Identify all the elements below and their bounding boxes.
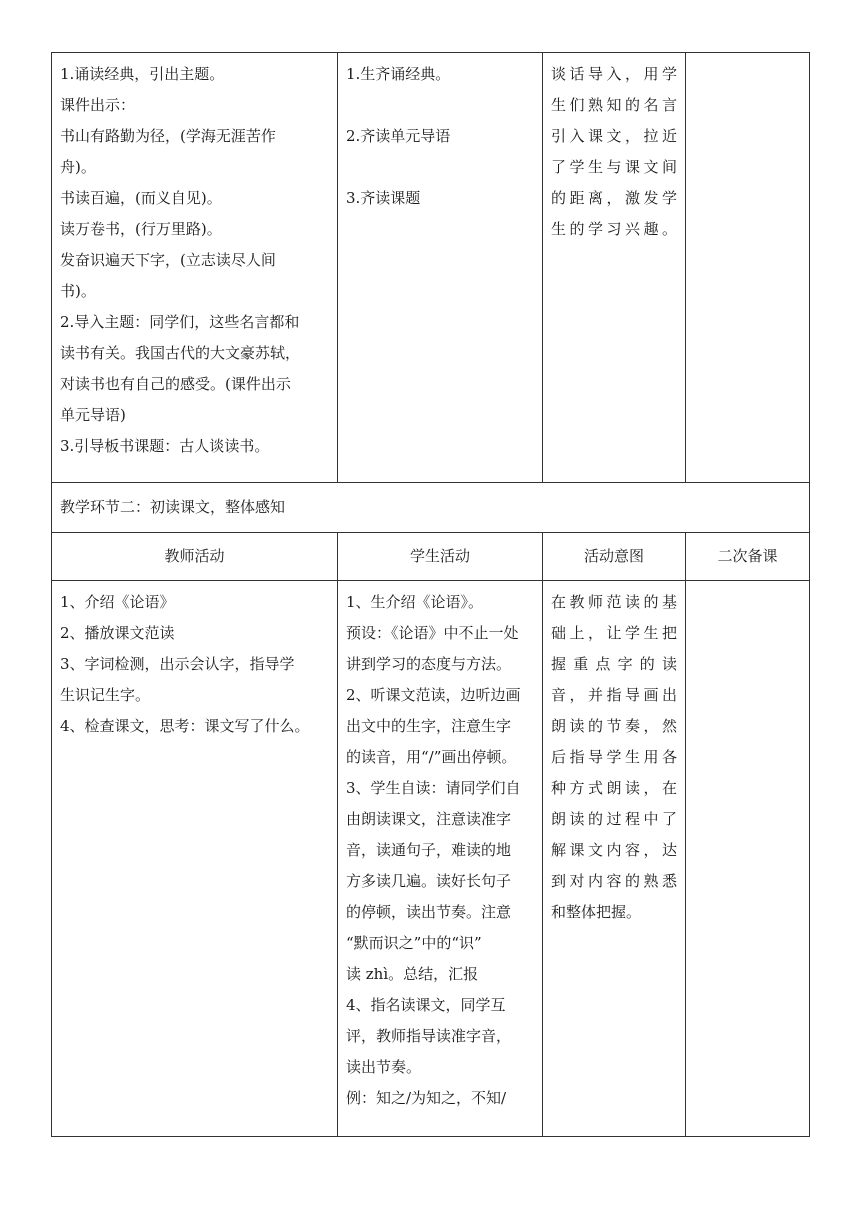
text-line: 和整体把握。 [551,903,642,921]
text-line: 4、检查课文，思考：课文写了什么。 [60,717,310,735]
text-line: 种方式朗读，在 [551,779,677,797]
text-line: 2、听课文范读，边听边画 [346,686,521,704]
text-line: 发奋识遍天下字，(立志读尽人间 [60,251,276,269]
text-line: 方多读几遍。读好长句子 [346,872,512,890]
text-line: 到对内容的熟悉 [551,872,677,890]
text-line: 2、播放课文范读 [60,624,175,642]
text-line: 舟)。 [60,158,96,176]
text-line: 3.引导板书课题：古人谈读书。 [60,437,270,455]
text-line: 出文中的生字，注意生字 [346,717,512,735]
cell-intent-2 [543,581,686,1137]
text-line: 握重点字的读 [551,655,677,673]
text-line: 朗读的节奏，然 [551,717,677,735]
text-line: 对读书也有自己的感受。(课件出示 [60,375,291,393]
text-line: 生的学习兴趣。 [551,220,677,238]
text-line: 1.生齐诵经典。 [346,65,451,83]
text-line: 3.齐读课题 [346,189,421,207]
lesson-plan-page [51,52,809,1137]
header-activity-intent: 活动意图 [543,533,686,581]
text-line: 了学生与课文间 [551,158,677,176]
text-line: 1、介绍《论语》 [60,593,175,611]
text-line: 读 zhì。总结，汇报 [346,965,479,983]
text-line: 生识记生字。 [60,686,151,704]
text-line: 础上，让学生把 [551,624,677,642]
text-line: 的读音，用“/”画出停顿。 [346,748,517,766]
row-section2 [52,581,810,1137]
text-line: 课件出示： [60,96,136,114]
cell-teacher-activity-2 [52,581,338,1137]
text-line: 1.诵读经典，引出主题。 [60,65,225,83]
text-line: “默而识之”中的“识” [346,934,482,952]
row-section2-title [52,483,810,533]
cell-second-prep-2 [686,581,810,1137]
text-line: 3、学生自读：请同学们自 [346,779,521,797]
cell-second-prep-1 [686,53,810,483]
text-line: 读出节奏。 [346,1058,422,1076]
lesson-plan-table [51,52,810,1137]
text-line: 的距离，激发学 [551,189,677,207]
text-line: 2.齐读单元导语 [346,127,451,145]
text-line: 1、生介绍《论语》。 [346,593,484,611]
text-line: 评，教师指导读准字音， [346,1027,512,1045]
text-line: 由朗读课文，注意读准字 [346,810,512,828]
text-line: 单元导语) [60,406,126,424]
text-line: 引入课文，拉近 [551,127,677,145]
text-line: 书)。 [60,282,96,300]
text-line: 2.导入主题：同学们，这些名言都和 [60,313,300,331]
text-line: 朗读的过程中了 [551,810,677,828]
text-line: 例：知之/为知之，不知/ [346,1089,507,1107]
text-line: 在教师范读的基 [551,593,677,611]
text-line: 音，并指导画出 [551,686,677,704]
text-line: 的停顿，读出节奏。注意 [346,903,512,921]
text-line: 生们熟知的名言 [551,96,677,114]
text-line: 预设：《论语》中不止一处 [346,624,519,642]
text-line: 书读百遍，(而义自见)。 [60,189,222,207]
text-line: 解课文内容，达 [551,841,677,859]
text-line: 读万卷书，(行万里路)。 [60,220,222,238]
text-line: 谈话导入，用学 [551,65,677,83]
text-line: 读书有关。我国古代的大文豪苏轼， [60,344,301,362]
section-title: 教学环节二：初读课文，整体感知 [52,483,810,533]
row-headers [52,533,810,581]
text-line: 后指导学生用各 [551,748,677,766]
text-line: 音，读通句子，难读的地 [346,841,512,859]
text-line: 3、字词检测，出示会认字，指导学 [60,655,295,673]
header-teacher-activity: 教师活动 [52,533,338,581]
cell-teacher-activity-1 [52,53,338,483]
text-line: 书山有路勤为径，(学海无涯苦作 [60,127,276,145]
text-line: 4、指名读课文，同学互 [346,996,506,1014]
cell-intent-1 [543,53,686,483]
cell-student-activity-2 [338,581,543,1137]
text-line: 讲到学习的态度与方法。 [346,655,512,673]
cell-student-activity-1 [338,53,543,483]
row-section1 [52,53,810,483]
header-student-activity: 学生活动 [338,533,543,581]
header-second-prep: 二次备课 [686,533,810,581]
